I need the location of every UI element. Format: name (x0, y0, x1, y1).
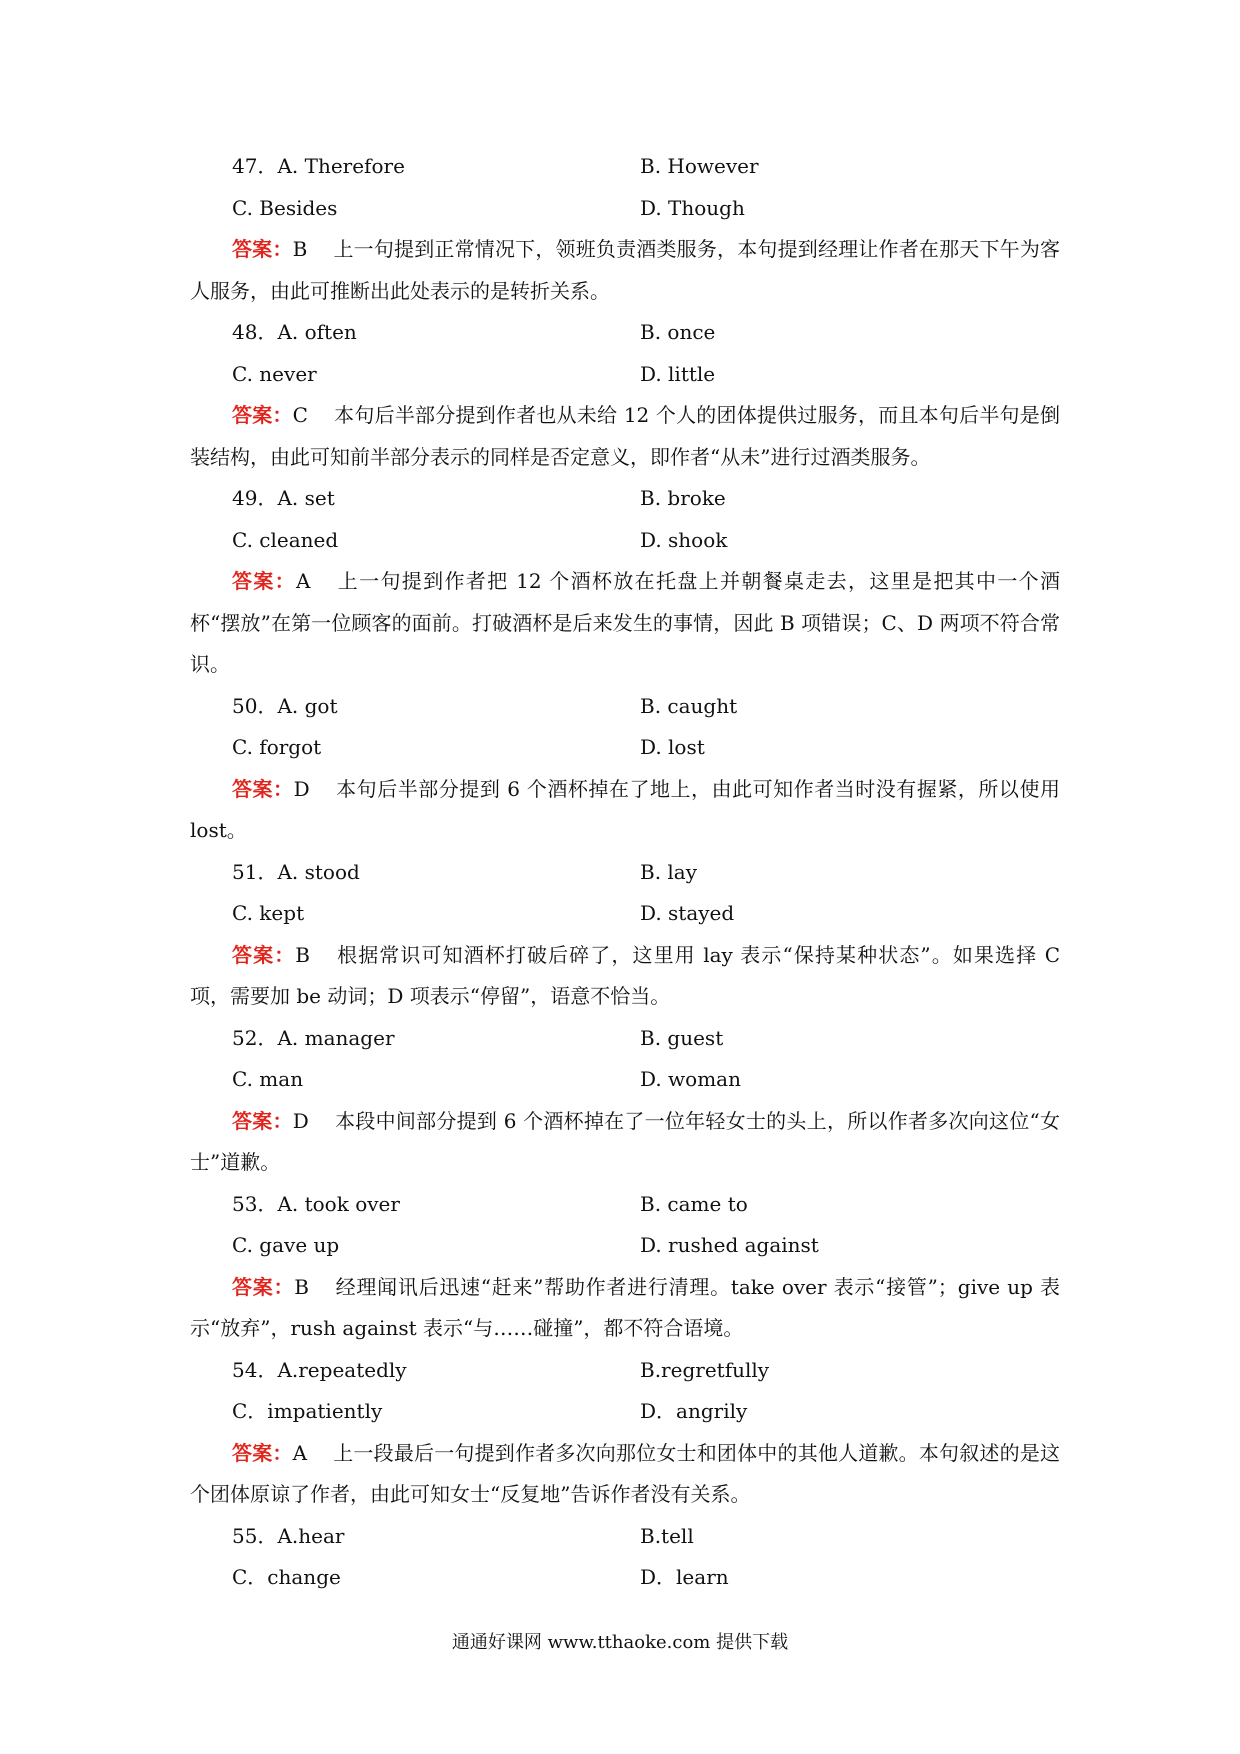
option-row (190, 1184, 1060, 1226)
answer-key: B (294, 1274, 309, 1299)
option-row (190, 1225, 1060, 1267)
option-b: B. guest (640, 1025, 724, 1050)
option-b: B.regretfully (640, 1357, 770, 1382)
answer-label: 答案： (232, 1440, 293, 1465)
option-row (190, 893, 1060, 935)
option-d: D. woman (640, 1067, 741, 1091)
option-b: B. came to (640, 1191, 748, 1216)
question-47 (190, 146, 1060, 312)
option-b: B.tell (640, 1523, 694, 1548)
answer-key: D (292, 1108, 309, 1133)
answer-key: A (292, 1440, 308, 1465)
option-row (190, 478, 1060, 520)
page-footer: 通通好课网 www.tthaoke.com 提供下载 (451, 1632, 789, 1653)
option-row (190, 188, 1060, 230)
option-row (190, 1557, 1060, 1599)
answer-label: 答案： (232, 776, 294, 801)
answer-label: 答案： (232, 1108, 293, 1133)
question-54 (190, 1350, 1060, 1516)
option-d: D. little (640, 361, 716, 386)
answer-key: A (296, 569, 311, 593)
question-48 (190, 312, 1060, 478)
option-d: D. rushed against (640, 1233, 819, 1257)
option-b: B. lay (640, 859, 698, 884)
option-c: C. man (232, 1067, 304, 1091)
answer-key: C (292, 403, 308, 427)
answer-label: 答案： (232, 237, 293, 261)
question-list (190, 146, 1060, 1599)
question-52 (190, 1018, 1060, 1184)
option-a: 53．A. took over (232, 1191, 400, 1216)
answer-key: B (292, 237, 308, 261)
explanation-text: 上一句提到正常情况下，领班负责酒类服务，本句提到经理让作者在那天下午为客人服务，由此可推断出此处表示的是转折关系。 (190, 237, 1061, 303)
option-row (190, 1516, 1060, 1558)
option-c: C. Besides (232, 195, 338, 220)
answer-label: 答案： (232, 403, 293, 427)
answer-explanation (190, 561, 1060, 686)
option-b: B. However (640, 154, 759, 178)
answer-explanation (190, 1433, 1060, 1516)
option-row (190, 146, 1060, 188)
option-d: D. lost (640, 735, 705, 759)
question-50 (190, 686, 1060, 852)
option-row (190, 1391, 1060, 1433)
option-row (190, 686, 1060, 728)
option-d: D．learn (640, 1565, 729, 1589)
answer-key: B (295, 942, 310, 967)
option-a: 55．A.hear (232, 1523, 345, 1548)
option-c: C. gave up (232, 1233, 340, 1257)
option-a: 52．A. manager (232, 1025, 395, 1050)
answer-label: 答案： (232, 1274, 295, 1299)
option-c: C. forgot (232, 735, 322, 759)
option-row (190, 312, 1060, 354)
answer-explanation (190, 935, 1060, 1018)
option-b: B. caught (640, 693, 738, 718)
option-row (190, 727, 1060, 769)
option-a: 47．A. Therefore (232, 154, 405, 178)
option-row (190, 354, 1060, 396)
answer-explanation (190, 1267, 1060, 1350)
option-c: C. cleaned (232, 527, 339, 552)
explanation-text: 上一段最后一句提到作者多次向那位女士和团体中的其他人道歉。本句叙述的是这个团体原谅了作者，由此可知女士“反复地”告诉作者没有关系。 (190, 1440, 1061, 1506)
option-a: 54．A.repeatedly (232, 1357, 407, 1382)
option-row (190, 1018, 1060, 1060)
option-d: D. Though (640, 195, 745, 220)
question-49 (190, 478, 1060, 686)
option-d: D．angrily (640, 1399, 748, 1423)
explanation-text: 本句后半部分提到 6 个酒杯掉在了地上，由此可知作者当时没有握紧，所以使用 lost。 (190, 776, 1060, 842)
option-c: C．change (232, 1565, 341, 1589)
option-c: C．impatiently (232, 1399, 383, 1423)
option-row (190, 1350, 1060, 1392)
explanation-text: 本段中间部分提到 6 个酒杯掉在了一位年轻女士的头上，所以作者多次向这位“女士”道歉。 (190, 1108, 1061, 1174)
explanation-text: 本句后半部分提到作者也从未给 12 个人的团体提供过服务，而且本句后半句是倒装结构，由此可知前半部分表示的同样是否定意义，即作者“从未”进行过酒类服务。 (190, 403, 1060, 469)
answer-explanation (190, 769, 1060, 852)
explanation-text: 经理闻讯后迅速“赶来”帮助作者进行清理。take over 表示“接管”；give up 表示“放弃”，rush against 表示“与……碰撞”，都不符合语境。 (190, 1274, 1061, 1340)
option-a: 51．A. stood (232, 859, 360, 884)
option-c: C. never (232, 361, 317, 386)
answer-label: 答案： (232, 569, 297, 593)
answer-explanation (190, 395, 1060, 478)
answer-label: 答案： (232, 942, 296, 967)
option-row (190, 852, 1060, 894)
option-d: D. shook (640, 527, 728, 552)
question-51 (190, 852, 1060, 1018)
option-b: B. once (640, 320, 716, 344)
answer-key: D (293, 776, 310, 801)
option-d: D. stayed (640, 901, 735, 925)
answer-explanation (190, 229, 1060, 312)
option-row (190, 520, 1060, 562)
explanation-text: 根据常识可知酒杯打破后碎了，这里用 lay 表示“保持某种状态”。如果选择 C 项，需要加 be 动词；D 项表示“停留”，语意不恰当。 (190, 942, 1060, 1008)
option-c: C. kept (232, 901, 305, 925)
option-a: 49．A. set (232, 486, 335, 510)
question-55 (190, 1516, 1060, 1599)
answer-explanation (190, 1101, 1060, 1184)
option-a: 50．A. got (232, 693, 338, 718)
explanation-text: 上一句提到作者把 12 个酒杯放在托盘上并朝餐桌走去，这里是把其中一个酒杯“摆放”在第一位顾客的面前。打破酒杯是后来发生的事情，因此 B 项错误；C、D 两项不符合常识。 (190, 569, 1061, 676)
option-a: 48．A. often (232, 320, 357, 344)
question-53 (190, 1184, 1060, 1350)
option-row (190, 1059, 1060, 1101)
option-b: B. broke (640, 486, 726, 510)
